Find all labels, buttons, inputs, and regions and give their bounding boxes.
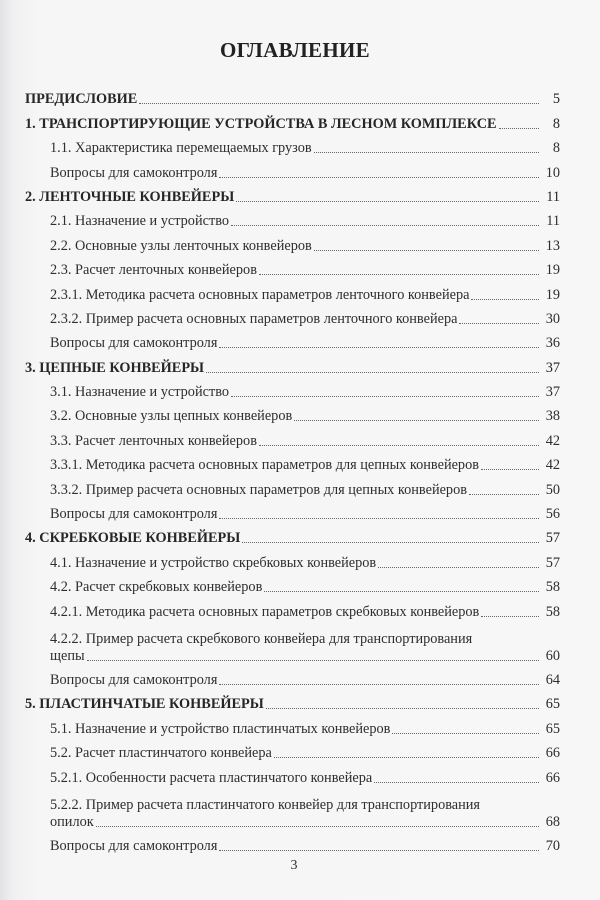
toc-entry	[25, 425, 560, 449]
toc-entry	[25, 108, 560, 132]
toc-entry-title: 4.2.1. Методика расчета основных параметров скребковых конвейеров	[50, 603, 480, 620]
dot-leader	[236, 201, 539, 202]
toc-entry-page: 42	[545, 432, 560, 449]
toc-entry-title: 2.1. Назначение и устройство	[50, 213, 230, 230]
dot-leader	[259, 445, 539, 446]
toc-entry-title: 4. СКРЕБКОВЫЕ КОНВЕЙЕРЫ	[25, 530, 241, 547]
dot-leader	[266, 708, 539, 709]
toc-entry-title: 3.3.1. Методика расчета основных параметров для цепных конвейеров	[50, 457, 479, 474]
toc-entry	[25, 689, 560, 713]
toc-entry	[25, 157, 560, 181]
dot-leader	[219, 177, 539, 178]
dot-leader	[219, 347, 539, 348]
toc-entry-page: 50	[545, 481, 560, 498]
dot-leader	[231, 396, 539, 397]
dot-leader	[374, 782, 539, 783]
dot-leader	[378, 567, 539, 568]
toc-entry-title: 2.3.1. Методика расчета основных параметров ленточного конвейера	[50, 286, 470, 303]
toc-entry-title: 3.3.2. Пример расчета основных параметров для цепных конвейеров	[50, 481, 467, 498]
dot-leader	[469, 494, 539, 495]
toc-entry-title: 5.2.2. Пример расчета пластинчатого конвейер для транспортирования	[50, 796, 481, 813]
toc-entry-page: 57	[545, 554, 560, 571]
toc-entry	[25, 328, 560, 352]
toc-entry-page: 13	[545, 237, 560, 254]
toc-entry-title: 4.1. Назначение и устройство скребковых конвейеров	[50, 554, 377, 571]
dot-leader	[219, 850, 539, 851]
toc-entry	[25, 84, 560, 108]
toc-entry-page: 11	[546, 188, 560, 205]
toc-entry-page: 8	[552, 140, 560, 157]
toc-entry-title: 4.2. Расчет скребковых конвейеров	[50, 579, 263, 596]
toc-entry-page: 11	[546, 213, 560, 230]
toc-entry-title: 5.2. Расчет пластинчатого конвейера	[50, 745, 272, 762]
dot-leader	[96, 826, 539, 827]
toc-entry-page: 38	[545, 408, 560, 425]
toc-entry	[25, 377, 560, 401]
toc-entry-page: 30	[545, 310, 560, 327]
dot-leader	[259, 274, 539, 275]
dot-leader	[206, 372, 539, 373]
toc-entry	[25, 831, 560, 855]
toc-entry	[25, 401, 560, 425]
toc-entry-page: 65	[545, 696, 560, 713]
toc-entry-page: 5	[552, 91, 560, 108]
page-number: 3	[290, 858, 298, 873]
toc-entry-title: Вопросы для самоконтроля	[50, 164, 218, 181]
toc-entry-page: 60	[545, 647, 560, 664]
toc-entry-title: Вопросы для самоконтроля	[50, 335, 218, 352]
dot-leader	[242, 542, 539, 543]
toc-entry-title: 3.2. Основные узлы цепных конвейеров	[50, 408, 293, 425]
toc-entry-page: 68	[545, 813, 560, 830]
toc-entry-title: Вопросы для самоконтроля	[50, 671, 218, 688]
toc-entry	[25, 762, 560, 786]
toc-entry-page: 66	[545, 745, 560, 762]
toc-entry-page: 64	[545, 671, 560, 688]
toc-entry-title: Вопросы для самоконтроля	[50, 837, 218, 854]
toc-entry-page: 36	[545, 335, 560, 352]
toc-entry-page: 56	[545, 506, 560, 523]
dot-leader	[294, 420, 539, 421]
toc-entry-title: 1.1. Характеристика перемещаемых грузов	[50, 140, 312, 157]
toc-entry	[25, 547, 560, 571]
toc-entry-title: 3.1. Назначение и устройство	[50, 384, 230, 401]
toc-entry-title: 5. ПЛАСТИНЧАТЫЕ КОНВЕЙЕРЫ	[25, 696, 264, 713]
toc-entry	[25, 450, 560, 474]
toc-entry	[25, 182, 560, 206]
toc-entry-title: 3. ЦЕПНЫЕ КОНВЕЙЕРЫ	[25, 359, 205, 376]
dot-leader	[471, 299, 539, 300]
toc-entry-title: 2.3. Расчет ленточных конвейеров	[50, 262, 257, 279]
dot-leader	[481, 469, 539, 470]
toc-entry	[25, 499, 560, 523]
toc-entry	[25, 304, 560, 328]
toc-entry	[25, 279, 560, 303]
toc-entry-page: 65	[545, 720, 560, 737]
dot-leader	[231, 225, 539, 226]
dot-leader	[481, 616, 539, 617]
toc-entry-title: 2.2. Основные узлы ленточных конвейеров	[50, 237, 312, 254]
toc-entry	[25, 665, 560, 689]
toc-entry-page: 8	[552, 115, 560, 132]
toc-entry-title: 4.2.2. Пример расчета скребкового конвейера для транспортирования	[50, 630, 473, 647]
dot-leader	[392, 733, 539, 734]
toc-entry	[25, 255, 560, 279]
toc-entry-title: 5.2.1. Особенности расчета пластинчатого конвейера	[50, 769, 373, 786]
dot-leader	[459, 323, 539, 324]
toc-entry-page: 19	[545, 262, 560, 279]
dot-leader	[139, 103, 539, 104]
toc-entry	[25, 596, 560, 620]
toc-entry	[25, 230, 560, 254]
toc-entry-title: 2.3.2. Пример расчета основных параметров ленточного конвейера	[50, 310, 458, 327]
toc-entry	[25, 133, 560, 157]
toc-entry-page: 42	[545, 457, 560, 474]
toc-entry-page: 57	[545, 530, 560, 547]
page-title: ОГЛАВЛЕНИЕ	[220, 38, 370, 62]
toc-entry-page: 58	[545, 579, 560, 596]
toc-entry-page: 58	[545, 603, 560, 620]
toc-entry-title-continued: щепы	[50, 647, 85, 664]
table-of-contents	[25, 84, 560, 855]
toc-entry	[25, 572, 560, 596]
toc-entry-page: 10	[545, 164, 560, 181]
dot-leader	[314, 152, 539, 153]
toc-entry-title: 2. ЛЕНТОЧНЫЕ КОНВЕЙЕРЫ	[25, 188, 235, 205]
dot-leader	[219, 684, 539, 685]
toc-entry-title: ПРЕДИСЛОВИЕ	[25, 91, 138, 108]
dot-leader	[87, 660, 539, 661]
toc-entry	[25, 713, 560, 737]
toc-entry-page: 66	[545, 769, 560, 786]
toc-entry-title-continued: опилок	[50, 813, 94, 830]
dot-leader	[274, 757, 539, 758]
toc-entry-title: Вопросы для самоконтроля	[50, 506, 218, 523]
dot-leader	[314, 250, 539, 251]
dot-leader	[264, 591, 539, 592]
toc-entry	[25, 621, 560, 665]
dot-leader	[219, 518, 539, 519]
dot-leader	[499, 128, 539, 129]
toc-entry	[25, 206, 560, 230]
toc-entry	[25, 352, 560, 376]
toc-entry-title: 3.3. Расчет ленточных конвейеров	[50, 432, 257, 449]
toc-entry-page: 19	[545, 286, 560, 303]
toc-entry-title: 1. ТРАНСПОРТИРУЮЩИЕ УСТРОЙСТВА В ЛЕСНОМ КОМПЛЕКСЕ	[25, 115, 497, 132]
toc-entry	[25, 738, 560, 762]
toc-entry	[25, 523, 560, 547]
toc-entry-title: 5.1. Назначение и устройство пластинчатых конвейеров	[50, 720, 391, 737]
toc-entry	[25, 474, 560, 498]
toc-entry-page: 37	[545, 384, 560, 401]
toc-entry-page: 70	[545, 837, 560, 854]
toc-entry	[25, 787, 560, 831]
toc-entry-page: 37	[545, 359, 560, 376]
